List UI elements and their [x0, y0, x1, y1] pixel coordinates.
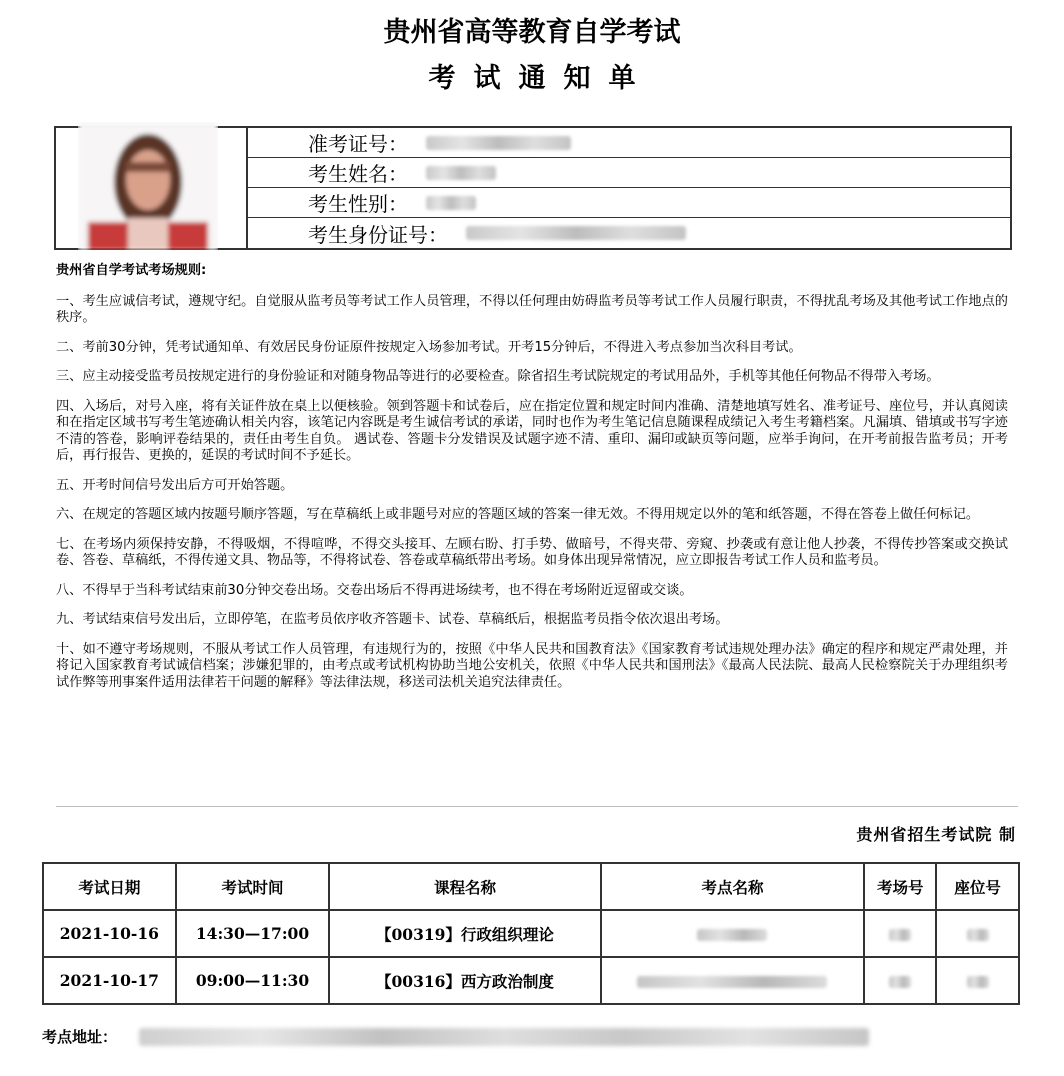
- field-label: 准考证号：: [308, 132, 408, 156]
- table-row: [43, 957, 1019, 1004]
- candidate-photo: [56, 128, 248, 248]
- course-name: 【00319】行政组织理论: [329, 910, 600, 957]
- redacted-value: [426, 196, 476, 210]
- rule-item: 一、考生应诚信考试，遵规守纪。自觉服从监考员等考试工作人员管理，不得以任何理由妨碍监考员等考试工作人员履行职责，不得扰乱考场及其他考试工作地点的秩序。: [56, 293, 1008, 325]
- redacted-value: [889, 976, 911, 988]
- exam-rules: [56, 263, 1008, 704]
- divider: [56, 806, 1018, 807]
- exam-date: 2021-10-17: [43, 957, 176, 1004]
- column-header: 考场号: [864, 863, 936, 910]
- issuer: 贵州省招生考试院 制: [856, 825, 1016, 844]
- rule-item: 八、不得早于当科考试结束前30分钟交卷出场。交卷出场后不得再进场续考，也不得在考场附近逗留或交谈。: [56, 582, 693, 598]
- seat-number: [936, 957, 1019, 1004]
- redacted-value: [466, 226, 686, 240]
- redacted-value: [967, 976, 989, 988]
- redacted-value: [637, 976, 827, 988]
- rule-item: 四、入场后，对号入座，将有关证件放在桌上以便核验。领到答题卡和试卷后，应在指定位置和规定时间内准确、清楚地填写姓名、准考证号、座位号，并认真阅读和在指定区域书写考生笔迹确认相关内容，该笔记内容既是考生诚信考试的承诺，同时也作为考生笔记信息随课程成绩记入考生考籍档案。凡漏填、错填或书写字迹不清的答卷，影响评卷结果的，责任由考生自负。 遇试卷、答题卡分发错误及试题字迹不清、重印、漏印或缺页等问题，应举手询问，在开考前报告监考员；开考后，再行报告、更换的，延误的考试时间不予延长。: [56, 398, 1008, 463]
- venue-address: [42, 1026, 869, 1047]
- room-number: [864, 957, 936, 1004]
- column-header: 课程名称: [329, 863, 600, 910]
- candidate-fields: [248, 128, 1010, 248]
- exam-time: 14:30—17:00: [176, 910, 330, 957]
- rule-item: 十、如不遵守考场规则，不服从考试工作人员管理，有违规行为的，按照《中华人民共和国教育法》《国家教育考试违规处理办法》确定的程序和规定严肃处理，并将记入国家教育考试诚信档案；涉嫌犯罪的，由考点或考试机构协助当地公安机关，依照《中华人民共和国刑法》《最高人民法院、最高人民检察院关于办理组织考试作弊等刑事案件适用法律若干问题的解释》等法律法规，移送司法机关追究法律责任。: [56, 641, 1008, 690]
- course-name: 【00316】西方政治制度: [329, 957, 600, 1004]
- rule-item: 六、在规定的答题区域内按题号顺序答题，写在草稿纸上或非题号对应的答题区域的答案一律无效。不得用规定以外的笔和纸答题，不得在答卷上做任何标记。: [56, 507, 980, 522]
- exam-date: 2021-10-16: [43, 910, 176, 957]
- column-header: 考试时间: [176, 863, 330, 910]
- venue-name: [601, 910, 865, 957]
- exam-schedule-table: [42, 862, 1020, 1005]
- redacted-value: [426, 136, 571, 150]
- column-header: 考试日期: [43, 863, 176, 910]
- field-label: 考生身份证号：: [308, 222, 448, 247]
- address-label: 考点地址：: [42, 1028, 118, 1046]
- document-subtitle: 考试通知单: [428, 63, 654, 94]
- exam-time: 09:00—11:30: [176, 957, 330, 1004]
- seat-number: [936, 910, 1019, 957]
- redacted-value: [697, 929, 767, 941]
- redacted-value: [889, 929, 911, 941]
- rule-item: 二、考前30分钟，凭考试通知单、有效居民身份证原件按规定入场参加考试。开考15分钟后，不得进入考点参加当次科目考试。: [56, 339, 802, 355]
- rule-item: 九、考试结束信号发出后，立即停笔，在监考员依序收齐答题卡、试卷、草稿纸后，根据监考员指令依次退出考场。: [56, 612, 729, 627]
- redacted-value: [139, 1028, 869, 1046]
- rule-item: 三、应主动接受监考员按规定进行的身份验证和对随身物品等进行的必要检查。除省招生考试院规定的考试用品外，手机等其他任何物品不得带入考场。: [56, 369, 940, 384]
- room-number: [864, 910, 936, 957]
- redacted-value: [426, 166, 496, 180]
- field-label: 考生性别：: [308, 192, 408, 216]
- field-gender: [248, 188, 1010, 218]
- rule-item: 七、在考场内须保持安静，不得吸烟，不得喧哗，不得交头接耳、左顾右盼、打手势、做暗号，不得夹带、旁窥、抄袭或有意让他人抄袭，不得传抄答案或交换试卷、答卷、草稿纸，不得传递文具、物品等，不得将试卷、答卷或草稿纸带出考场。如身体出现异常情况，应立即报告考试工作人员和监考员。: [56, 536, 1008, 568]
- table-header-row: [43, 863, 1019, 910]
- field-id-number: [248, 218, 1010, 248]
- rule-item: 五、开考时间信号发出后方可开始答题。: [56, 477, 294, 493]
- rules-title: 贵州省自学考试考场规则:: [56, 263, 207, 278]
- candidate-info-box: [54, 126, 1012, 250]
- document-title: 贵州省高等教育自学考试: [383, 17, 681, 48]
- column-header: 座位号: [936, 863, 1019, 910]
- candidate-photo-image: [78, 122, 218, 250]
- field-name: [248, 158, 1010, 188]
- field-label: 考生姓名：: [308, 162, 408, 186]
- redacted-value: [967, 929, 989, 941]
- table-row: [43, 910, 1019, 957]
- column-header: 考点名称: [601, 863, 865, 910]
- venue-name: [601, 957, 865, 1004]
- field-admission-number: [248, 128, 1010, 158]
